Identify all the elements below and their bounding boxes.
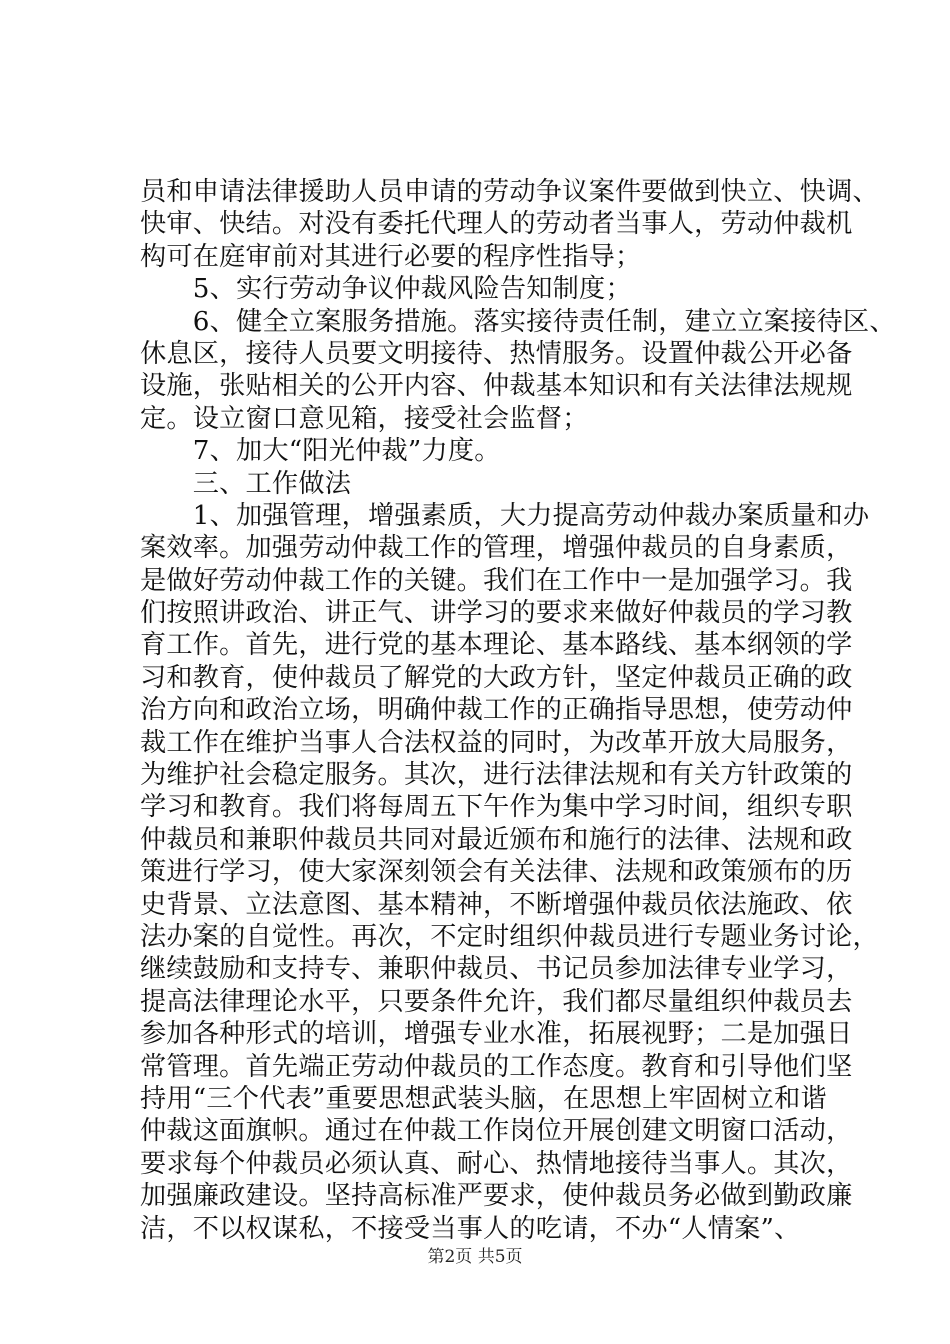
text-line: 策进行学习，使大家深刻领会有关法律、法规和政策颁布的历	[140, 857, 853, 888]
text-line: 是做好劳动仲裁工作的关键。我们在工作中一是加强学习。我	[140, 565, 853, 596]
text-line: 要求每个仲裁员必须认真、耐心、热情地接待当事人。其次，	[140, 1148, 853, 1179]
text-line: 5、实行劳动争议仲裁风险告知制度；	[140, 274, 632, 305]
text-line: 习和教育，使仲裁员了解党的大政方针，坚定仲裁员正确的政	[140, 662, 853, 693]
text-line: 们按照讲政治、讲正气、讲学习的要求来做好仲裁员的学习教	[140, 598, 853, 629]
text-line: 提高法律理论水平，只要条件允许，我们都尽量组织仲裁员去	[140, 986, 853, 1017]
text-line: 法办案的自觉性。再次，不定时组织仲裁员进行专题业务讨论，	[140, 921, 879, 952]
page-footer	[0, 1246, 950, 1268]
section-heading: 三、工作做法	[140, 468, 352, 499]
text-line: 加强廉政建设。坚持高标准严要求，使仲裁员务必做到勤政廉	[140, 1181, 853, 1212]
text-line: 育工作。首先，进行党的基本理论、基本路线、基本纲领的学	[140, 630, 853, 661]
text-line: 治方向和政治立场，明确仲裁工作的正确指导思想，使劳动仲	[140, 695, 853, 726]
text-line: 参加各种形式的培训，增强专业水准，拓展视野；二是加强日	[140, 1019, 853, 1050]
text-line: 仲裁员和兼职仲裁员共同对最近颁布和施行的法律、法规和政	[140, 824, 853, 855]
text-line: 持用“三个代表”重要思想武装头脑，在思想上牢固树立和谐	[140, 1083, 827, 1114]
page-number-label: 第2页 共5页	[427, 1247, 523, 1267]
text-line: 设施，张贴相关的公开内容、仲裁基本知识和有关法律法规规	[140, 371, 853, 402]
text-line: 1、加强管理，增强素质，大力提高劳动仲裁办案质量和办	[140, 500, 870, 531]
text-line: 继续鼓励和支持专、兼职仲裁员、书记员参加法律专业学习，	[140, 954, 853, 985]
text-line: 为维护社会稳定服务。其次，进行法律法规和有关方针政策的	[140, 760, 853, 791]
text-line: 裁工作在维护当事人合法权益的同时，为改革开放大局服务，	[140, 727, 853, 758]
text-line: 定。设立窗口意见箱，接受社会监督；	[140, 403, 589, 434]
text-line: 仲裁这面旗帜。通过在仲裁工作岗位开展创建文明窗口活动，	[140, 1116, 853, 1147]
text-line: 学习和教育。我们将每周五下午作为集中学习时间，组织专职	[140, 792, 853, 823]
text-line: 7、加大“阳光仲裁”力度。	[140, 436, 501, 467]
text-line: 快审、快结。对没有委托代理人的劳动者当事人，劳动仲裁机	[140, 209, 853, 240]
document-body	[140, 176, 896, 1245]
text-line: 常管理。首先端正劳动仲裁员的工作态度。教育和引导他们坚	[140, 1051, 853, 1082]
text-line: 案效率。加强劳动仲裁工作的管理，增强仲裁员的自身素质，	[140, 533, 853, 564]
text-line: 构可在庭审前对其进行必要的程序性指导；	[140, 241, 642, 272]
text-line: 史背景、立法意图、基本精神，不断增强仲裁员依法施政、依	[140, 889, 853, 920]
text-line: 休息区，接待人员要文明接待、热情服务。设置仲裁公开必备	[140, 338, 853, 369]
text-line: 6、健全立案服务措施。落实接待责任制，建立立案接待区、	[140, 306, 896, 337]
text-line: 员和申请法律援助人员申请的劳动争议案件要做到快立、快调、	[140, 177, 879, 207]
text-line: 洁，不以权谋私，不接受当事人的吃请，不办“人情案”、	[140, 1213, 801, 1244]
